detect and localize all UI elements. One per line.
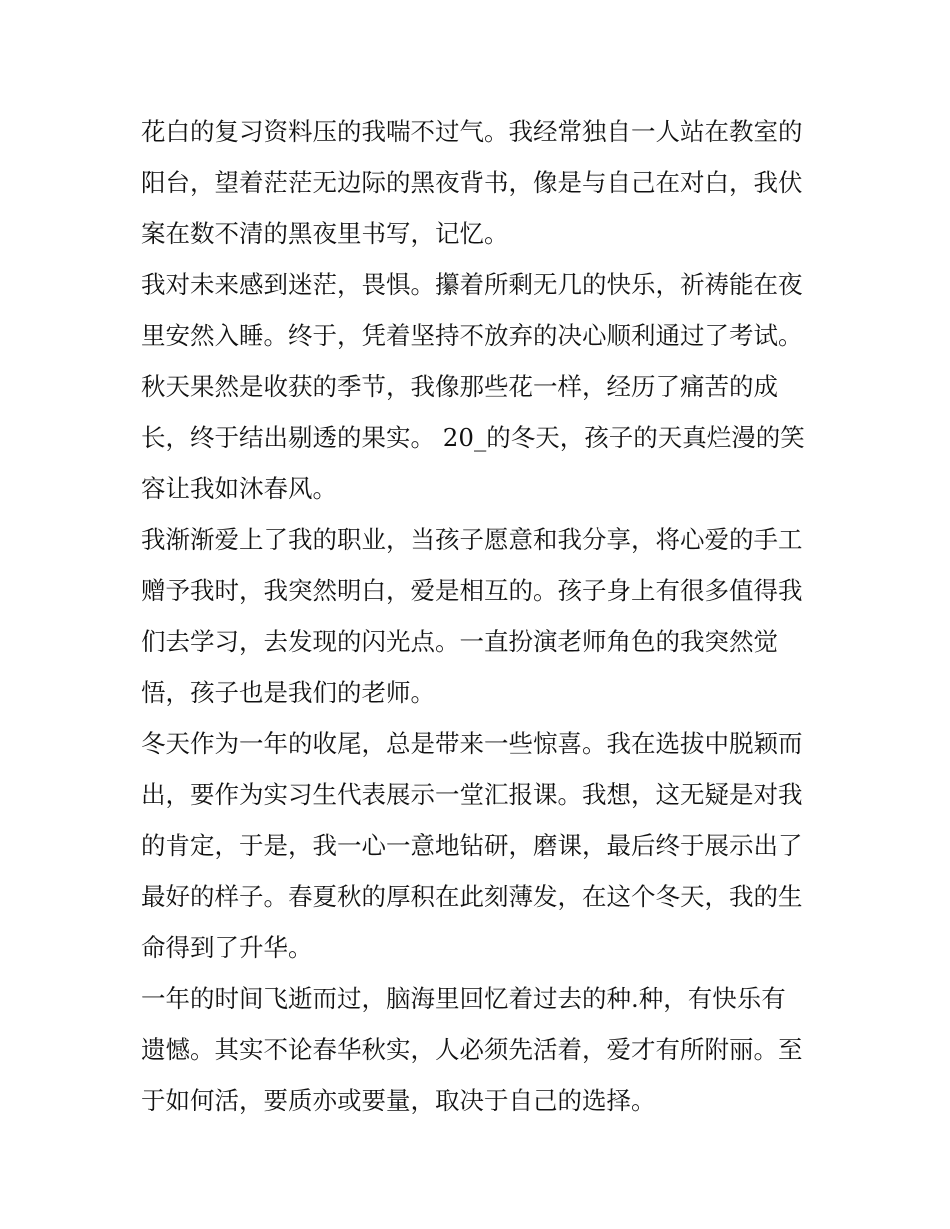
text-line: 一年的时间飞逝而过，脑海里回忆着过去的种.种，有快乐有 [141, 984, 786, 1013]
text-line: 赠予我时，我突然明白，爱是相互的。孩子身上有很多值得我 [141, 576, 803, 605]
text-line: 遗憾。其实不论春华秋实，人必须先活着，爱才有所附丽。至 [141, 1035, 803, 1064]
text-line: 命得到了升华。 [141, 933, 313, 962]
text-line: 我对未来感到迷茫，畏惧。攥着所剩无几的快乐，祈祷能在夜 [141, 270, 803, 299]
text-line: 的肯定，于是，我一心一意地钻研，磨课，最后终于展示出了 [141, 831, 803, 860]
document-body [141, 106, 821, 1126]
text-line: 于如何活，要质亦或要量，取决于自己的选择。 [141, 1086, 656, 1115]
text-line: 长，终于结出剔透的果实。 20_的冬天，孩子的天真烂漫的笑 [141, 423, 805, 452]
text-line: 阳台，望着茫茫无边际的黑夜背书，像是与自己在对白，我伏 [141, 168, 803, 197]
text-line: 出，要作为实习生代表展示一堂汇报课。我想，这无疑是对我 [141, 780, 803, 809]
text-line: 我渐渐爱上了我的职业，当孩子愿意和我分享，将心爱的手工 [141, 525, 803, 554]
text-line: 最好的样子。春夏秋的厚积在此刻薄发，在这个冬天，我的生 [141, 882, 803, 911]
text-line: 秋天果然是收获的季节，我像那些花一样，经历了痛苦的成 [141, 372, 778, 401]
text-line: 悟，孩子也是我们的老师。 [141, 678, 435, 707]
text-line: 花白的复习资料压的我喘不过气。我经常独自一人站在教室的 [141, 117, 803, 146]
text-line: 里安然入睡。终于，凭着坚持不放弃的决心顺利通过了考试。 [141, 321, 803, 350]
text-line: 冬天作为一年的收尾，总是带来一些惊喜。我在选拔中脱颖而 [141, 729, 803, 758]
text-line: 们去学习，去发现的闪光点。一直扮演老师角色的我突然觉 [141, 627, 778, 656]
text-line: 容让我如沐春风。 [141, 474, 337, 503]
text-line: 案在数不清的黑夜里书写，记忆。 [141, 219, 509, 248]
